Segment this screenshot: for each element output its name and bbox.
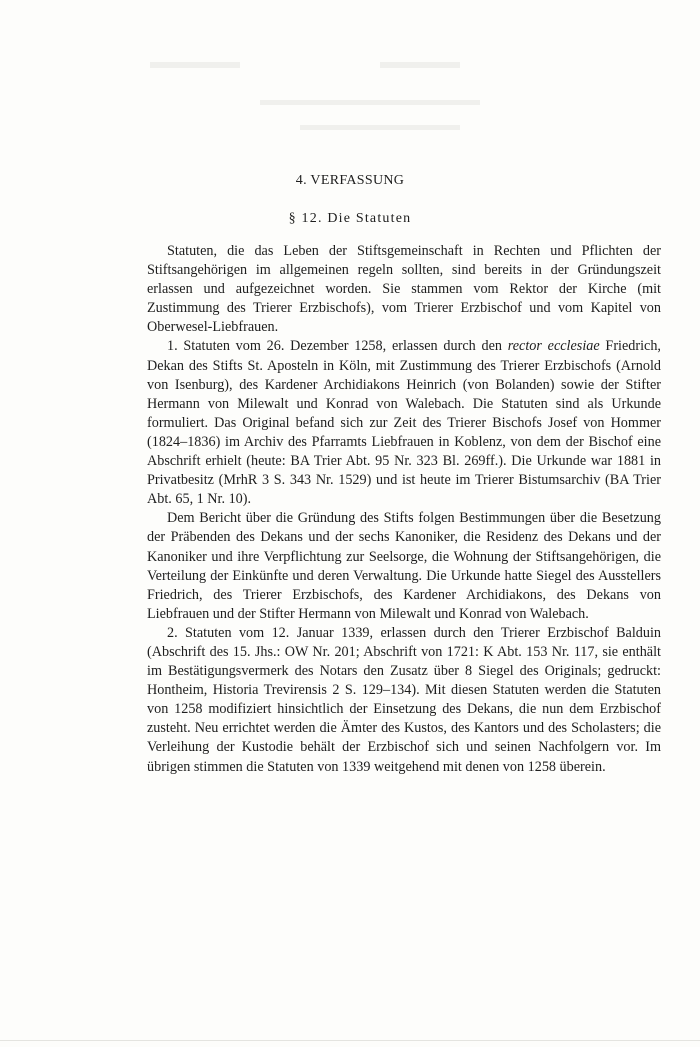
paragraph-provisions: Dem Bericht über die Gründung des Stifts folgen Bestimmungen über die Besetzung der Präbenden des Dekans und der sechs Kanoniker, die Residenz des Dekans und der Kanoniker und ihre Verpflichtung zur Seelsorge, die Wohnung der Stiftsangehörigen, die Verteilung der Einkünfte und deren Verwaltung. Die Urkunde hatte Siegel des Ausstellers Friedrich, des Trierer Erzbischofs, des Kardener Archidiakons, des Dekans von Liebfrauen und der Stifter Hermann von Milewalt und Konrad von Walebach. bbox=[147, 510, 661, 622]
paragraph-statutes-1339: 2. Statuten vom 12. Januar 1339, erlassen durch den Trierer Erzbischof Balduin (Abschrift des 15. Jhs.: OW Nr. 201; Abschrift von 1721: K Abt. 153 Nr. 117, sie enthält im Bestätigungsvermerk des Notars den Zusatz über 8 Siegel des Originals; gedruckt: Hontheim, Historia Trevirensis 2 S. 129–134). Mit diesen Statuten werden die Statuten von 1258 modifiziert hinsichtlich der Einsetzung des Dekans, die nun dem Erzbischof zusteht. Neu errichtet werden die Ämter des Kustos, des Kantors und des Scholasters; die Verleihung der Kustodie behält der Erzbischof sich und seinen Nachfolgern vor. Im übrigen stimmen die Statuten von 1339 weitgehend mit denen von 1258 überein. bbox=[147, 624, 661, 775]
paragraph-intro: Statuten, die das Leben der Stiftsgemeinschaft in Rechten und Pflichten der Stiftsangehörigen im allgemeinen regeln sollten, sind bereits in der Gründungszeit erlassen und aufgezeichnet worden. Sie stammen vom Rektor der Kirche (mit Zustimmung des Trierer Erzbischofs), vom Trierer Erzbischof und vom Kapitel von Oberwesel-Liebfrauen. bbox=[147, 243, 661, 336]
show-through-smudge bbox=[380, 62, 460, 68]
chapter-title: 4. VERFASSUNG bbox=[295, 173, 405, 188]
paragraph-statutes-1258-rest: Friedrich, Dekan des Stifts St. Aposteln in Köln, mit Zustimmung des Trierer Erzbischofs (Arnold von Isenburg), des Kardener Archidiakons Heinrich (von Bolanden) sowie der Stifter Hermann von Milewalt und Konrad von Walebach. Die Statuten sind als Urkunde formuliert. Das Original befand sich zur Zeit des Trierer Bischofs Josef von Hommer (1824–1836) im Archiv des Pfarramts Liebfrauen in Koblenz, von dem der Bischof eine Abschrift erhielt (heute: BA Trier Abt. 95 Nr. 323 Bl. 269ff.). Die Urkunde war 1881 in Privatbesitz (MrhR 3 S. 343 Nr. 1529) und ist heute im Trierer Bistumsarchiv (BA Trier Abt. 65, 1 Nr. 10). bbox=[147, 338, 661, 508]
section-title: § 12. Die Statuten bbox=[288, 211, 412, 226]
italic-term: rector ecclesiae bbox=[507, 338, 600, 355]
show-through-smudge bbox=[260, 100, 480, 105]
body-text bbox=[147, 242, 661, 777]
show-through-smudge bbox=[300, 125, 460, 130]
paragraph-statutes-1258 bbox=[147, 337, 661, 509]
page-bottom-edge bbox=[0, 1040, 700, 1041]
show-through-smudge bbox=[150, 62, 240, 68]
paragraph-statutes-1258-lead: 1. Statuten vom 26. Dezember 1258, erlassen durch den bbox=[167, 338, 508, 355]
